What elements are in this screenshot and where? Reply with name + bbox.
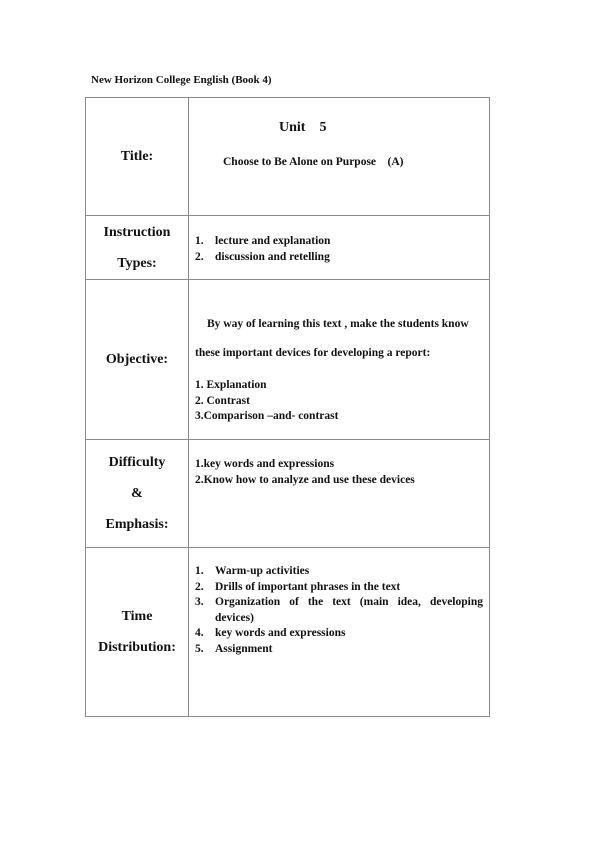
- list-number: 1.: [195, 235, 204, 247]
- list-item: 2.Know how to analyze and use these devices: [195, 473, 415, 486]
- row-time-distribution: [86, 547, 489, 716]
- content-cell-title: [189, 98, 489, 215]
- difficulty-list: [195, 457, 415, 488]
- document-header: New Horizon College English (Book 4): [91, 74, 272, 86]
- list-text: discussion and retelling: [215, 250, 330, 263]
- list-number: 4.: [195, 627, 204, 639]
- difficulty-label-line3: Emphasis:: [105, 517, 169, 532]
- content-cell-objective: [189, 280, 489, 439]
- row-instruction-types: [86, 215, 489, 279]
- objective-paragraph-line2: these important devices for developing a report:: [195, 347, 431, 359]
- list-item: 3.Comparison –and- contrast: [195, 410, 339, 422]
- time-label-line1: Time: [121, 609, 153, 624]
- objective-devices-list: [195, 378, 338, 425]
- list-item: [195, 250, 483, 266]
- lesson-subtitle: Choose to Be Alone on Purpose (A): [223, 156, 404, 168]
- list-item: [195, 234, 483, 250]
- list-item: [195, 564, 483, 580]
- instruction-label-line2: Types:: [117, 255, 157, 271]
- lesson-plan-table: [85, 97, 490, 717]
- objective-label: Objective:: [105, 351, 169, 367]
- content-cell-time-distribution: [189, 548, 489, 716]
- list-text: Organization of the text (main idea, developing devices): [215, 596, 483, 624]
- list-number: 1.: [195, 565, 204, 577]
- row-title: [86, 98, 489, 215]
- list-text: Drills of important phrases in the text: [215, 580, 401, 593]
- list-item: [195, 626, 483, 642]
- list-number: 2.: [195, 250, 204, 263]
- list-text: Warm-up activities: [215, 565, 310, 577]
- list-number: 3.: [195, 596, 204, 608]
- list-number: 2.: [195, 580, 204, 593]
- list-text: key words and expressions: [215, 627, 346, 639]
- difficulty-label-line2: &: [131, 486, 143, 501]
- list-item: [195, 595, 483, 626]
- list-text: lecture and explanation: [215, 235, 331, 247]
- unit-heading: Unit 5: [279, 120, 327, 135]
- instruction-types-list: [195, 234, 483, 265]
- row-difficulty-emphasis: [86, 439, 489, 547]
- instruction-label-line1: Instruction: [103, 224, 171, 240]
- time-label-line2: Distribution:: [98, 640, 176, 655]
- label-cell-difficulty: [86, 440, 189, 547]
- list-text: Assignment: [215, 642, 273, 655]
- list-item: 1. Explanation: [195, 379, 267, 391]
- objective-paragraph-line1: By way of learning this text , make the students know: [207, 318, 469, 330]
- content-cell-difficulty: [189, 440, 489, 547]
- list-item: [195, 580, 483, 596]
- difficulty-label-line1: Difficulty: [108, 455, 166, 470]
- label-cell-objective: [86, 280, 189, 439]
- label-cell-instruction-types: [86, 216, 189, 279]
- list-item: [195, 642, 483, 658]
- list-item: 2. Contrast: [195, 394, 250, 407]
- time-distribution-list: [195, 564, 483, 657]
- label-cell-time-distribution: [86, 548, 189, 716]
- content-cell-instruction-types: [189, 216, 489, 279]
- label-cell-title: [86, 98, 189, 215]
- list-item: 1.key words and expressions: [195, 458, 335, 470]
- title-label: Title:: [120, 148, 154, 164]
- list-number: 5.: [195, 642, 204, 655]
- row-objective: [86, 279, 489, 439]
